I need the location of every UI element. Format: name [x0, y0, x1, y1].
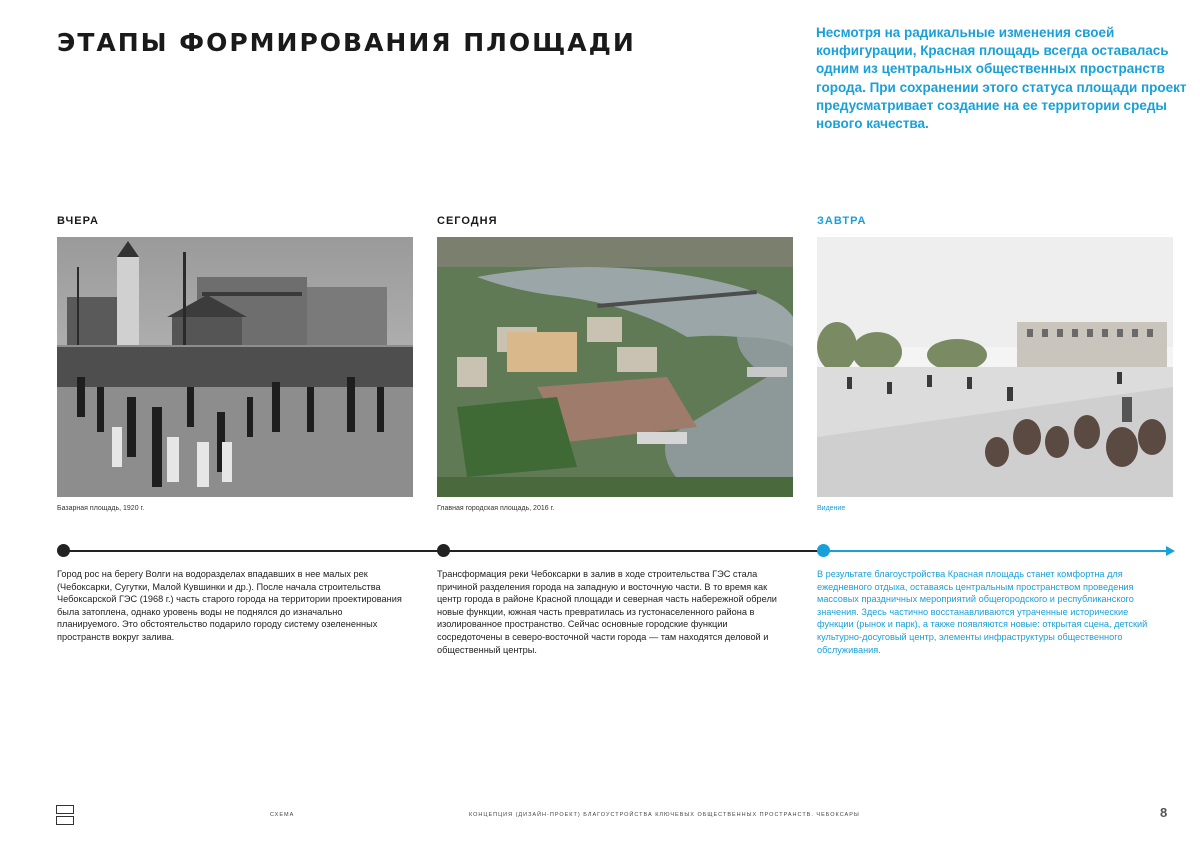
- column-label-yesterday: ВЧЕРА: [57, 215, 99, 227]
- timeline-line-future: [824, 550, 1167, 552]
- column-label-tomorrow: ЗАВТРА: [817, 215, 867, 227]
- timeline-dot-tomorrow: [817, 544, 830, 557]
- footer-document-title: КОНЦЕПЦИЯ (ДИЗАЙН-ПРОЕКТ) БЛАГОУСТРОЙСТВА КЛЮЧЕВЫХ ОБЩЕСТВЕННЫХ ПРОСТРАНСТВ. ЧЕБОКСАРЫ: [469, 812, 860, 818]
- description-today: Трансформация реки Чебоксарки в залив в ходе строительства ГЭС стала причиной разделения города на западную и восточную части. В то время как центр города в районе Красной площади и северная часть набережной обрели новые функции, южная часть превратилась из густонаселенного района в изолированное пространство. Сейчас основные городские функции сосредоточены в северо-восточной части города — там находятся деловой и общественный центры.: [437, 569, 777, 655]
- intro-text: Несмотря на радикальные изменения своей конфигурации, Красная площадь всегда оставалась одним из центральных общественных пространств города. При сохранении этого статуса площади проект предусматривает создание на ее территории среды нового качества.: [816, 25, 1187, 132]
- description-tomorrow: В результате благоустройства Красная площадь станет комфортна для ежедневного отдыха, оставаясь центральным пространством проведения массовых праздничных мероприятий общегородского и республиканского значения. Здесь частично восстанавливаются утраченные исторические функции (рынок и парк), а также появляются новые: открытая сцена, детский культурно-досуговый центр, элементы инфраструктуры общественного обслуживания.: [817, 569, 1148, 655]
- org-logo-icon: [56, 805, 74, 825]
- photo-caption-tomorrow: Видение: [817, 505, 846, 512]
- future-plaza-vision-photo: [817, 237, 1173, 497]
- photo-caption-today: Главная городская площадь, 2016 г.: [437, 505, 555, 512]
- timeline-dot-yesterday: [57, 544, 70, 557]
- aerial-city-square-photo: [437, 237, 793, 497]
- page-title: ЭТАПЫ ФОРМИРОВАНИЯ ПЛОЩАДИ: [57, 28, 636, 57]
- timeline: [57, 540, 1177, 562]
- column-today: [437, 212, 793, 514]
- column-tomorrow: [817, 212, 1173, 514]
- arrow-right-icon: [1166, 546, 1175, 556]
- column-yesterday: [57, 212, 413, 514]
- historic-market-square-photo: [57, 237, 413, 497]
- column-label-today: СЕГОДНЯ: [437, 215, 498, 227]
- timeline-dot-today: [437, 544, 450, 557]
- description-yesterday: Город рос на берегу Волги на водоразделах впадавших в нее малых рек (Чебоксарки, Сугутки, Малой Кувшинки и др.). После начала строительства Чебоксарской ГЭС (1968 г.) часть старого города на территории проектирования была затоплена, однако уровень воды не поднялся до изначально планируемого. Это обстоятельство подарило городу систему озелененных пространств вокруг залива.: [57, 569, 402, 642]
- photo-caption-yesterday: Базарная площадь, 1920 г.: [57, 505, 145, 512]
- page-number: 8: [1160, 805, 1168, 820]
- footer-section-label: СХЕМА: [270, 812, 295, 818]
